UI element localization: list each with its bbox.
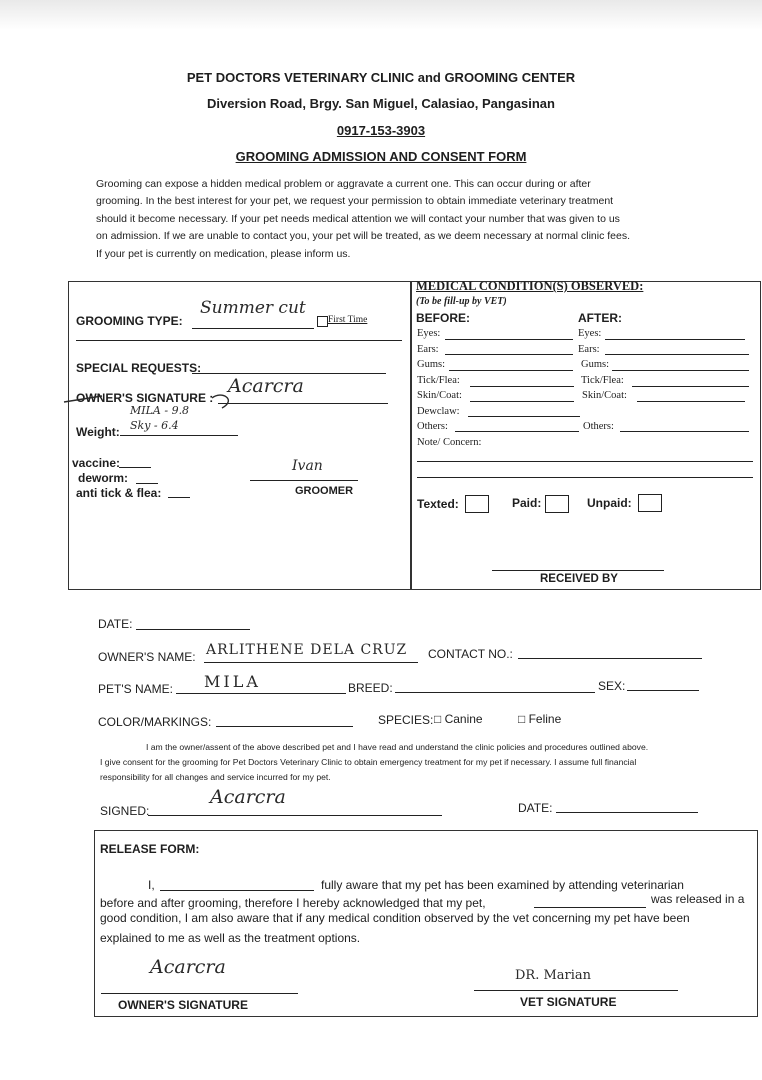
grooming-type-line <box>192 328 314 329</box>
signed-value: Acarcra <box>210 786 286 808</box>
form-title: GROOMING ADMISSION AND CONSENT FORM <box>235 149 527 164</box>
unpaid-label: Unpaid: <box>587 496 632 510</box>
grooming-type-label: GROOMING TYPE: <box>76 314 183 328</box>
release-vet-signature-label: VET SIGNATURE <box>520 995 617 1009</box>
release-pet-line[interactable] <box>534 907 646 908</box>
antitick-line[interactable] <box>168 497 190 498</box>
before-ears-line[interactable] <box>445 354 573 355</box>
signed-date-line[interactable] <box>556 812 698 813</box>
grooming-type-line-2 <box>76 340 402 341</box>
release-name-line[interactable] <box>160 890 314 891</box>
intro-line: grooming. In the best interest for your pet, we request your permission to obtain immediate veterinary treatment <box>96 195 614 208</box>
groomer-value: Ivan <box>292 458 323 474</box>
breed-line[interactable] <box>395 692 595 693</box>
after-skin-line[interactable] <box>637 401 745 402</box>
before-skin-line[interactable] <box>470 401 574 402</box>
special-requests-label: SPECIAL REQUESTS: <box>76 361 202 375</box>
signed-line[interactable] <box>148 815 442 816</box>
after-gums-label: Gums: <box>581 359 610 370</box>
owner-signature-value: Acarcra <box>228 375 304 397</box>
release-line4: explained to me as well as the treatment options. <box>100 931 361 945</box>
note-label: Note/ Concern: <box>417 437 482 448</box>
owner-signature-line[interactable] <box>218 403 388 404</box>
note-line-1[interactable] <box>417 461 753 462</box>
owner-name-line[interactable] <box>204 662 418 663</box>
canine-option[interactable]: □ Canine <box>434 712 483 726</box>
release-title: RELEASE FORM: <box>100 842 200 856</box>
before-dewclaw-label: Dewclaw: <box>417 406 460 417</box>
date-line[interactable] <box>136 629 250 630</box>
release-line2-prefix: before and after grooming, therefore I hereby acknowledged that my pet, <box>100 896 486 910</box>
after-eyes-line[interactable] <box>605 339 745 340</box>
before-dewclaw-line[interactable] <box>468 416 580 417</box>
release-owner-signature-line[interactable] <box>101 993 298 994</box>
feline-option[interactable]: □ Feline <box>518 712 562 726</box>
release-vet-signature-value: DR. Marian <box>515 968 592 983</box>
texted-checkbox[interactable] <box>465 495 489 513</box>
unpaid-checkbox[interactable] <box>638 494 662 512</box>
after-eyes-label: Eyes: <box>578 328 602 339</box>
clinic-address: Diversion Road, Brgy. San Miguel, Calasiao, Pangasinan <box>207 96 555 111</box>
before-eyes-label: Eyes: <box>417 328 441 339</box>
owner-name-value: ARLITHENE DELA CRUZ <box>206 642 408 658</box>
owner-signature-label: OWNER'S SIGNATURE : <box>76 391 214 405</box>
release-line1-prefix: I, <box>148 878 155 892</box>
texted-label: Texted: <box>417 497 459 511</box>
signed-label: SIGNED: <box>100 804 150 818</box>
contact-line[interactable] <box>518 658 702 659</box>
consent-line: responsibility for all changes and service incurred for my pet. <box>100 772 331 782</box>
vaccine-line[interactable] <box>119 467 151 468</box>
after-others-label: Others: <box>583 421 614 432</box>
medical-title: MEDICAL CONDITION(S) OBSERVED: <box>416 279 644 293</box>
antitick-label: anti tick & flea: <box>76 486 162 500</box>
release-owner-signature-label: OWNER'S SIGNATURE <box>118 998 248 1012</box>
clinic-phone: 0917-153-3903 <box>336 123 426 138</box>
clinic-name: PET DOCTORS VETERINARY CLINIC and GROOMING CENTER <box>186 70 576 85</box>
received-by-label: RECEIVED BY <box>540 573 618 585</box>
species-label: SPECIES: <box>378 713 434 727</box>
intro-line: Grooming can expose a hidden medical problem or aggravate a current one. This can occur during or after <box>96 178 591 190</box>
breed-label: BREED: <box>348 681 393 695</box>
before-others-label: Others: <box>417 421 448 432</box>
release-owner-signature-value: Acarcra <box>150 956 226 978</box>
release-vet-signature-line[interactable] <box>474 990 678 991</box>
paid-label: Paid: <box>512 496 542 510</box>
after-ears-line[interactable] <box>605 354 749 355</box>
owner-name-label: OWNER'S NAME: <box>98 650 196 664</box>
before-gums-line[interactable] <box>449 370 573 371</box>
before-others-line[interactable] <box>455 431 579 432</box>
release-line2-suffix: was released in a <box>651 892 745 906</box>
contact-label: CONTACT NO.: <box>428 647 513 661</box>
consent-line: I am the owner/assent of the above described pet and I have read and understand the clinic policies and procedures outlined above. <box>146 742 649 752</box>
weight-value-2: Sky - 6.4 <box>130 419 179 432</box>
after-skin-label: Skin/Coat: <box>582 390 627 401</box>
groomer-line[interactable] <box>250 480 358 481</box>
after-others-line[interactable] <box>620 431 749 432</box>
intro-paragraph <box>96 176 704 263</box>
after-tick-label: Tick/Flea: <box>581 375 624 386</box>
weight-line[interactable] <box>120 435 238 436</box>
before-label: BEFORE: <box>416 311 470 325</box>
signed-date-label: DATE: <box>518 801 553 815</box>
date-label: DATE: <box>98 617 133 631</box>
grooming-type-value[interactable]: Summer cut <box>200 298 306 318</box>
after-label: AFTER: <box>578 311 622 325</box>
received-by-line[interactable] <box>492 570 664 571</box>
color-label: COLOR/MARKINGS: <box>98 715 212 729</box>
consent-line: I give consent for the grooming for Pet Doctors Veterinary Clinic to obtain emergency treatment for my pet if necessary. I assume full financial <box>100 757 637 767</box>
special-requests-line[interactable] <box>192 373 386 374</box>
consent-paragraph <box>100 740 710 785</box>
first-time-label: First Time <box>328 315 368 325</box>
before-tick-label: Tick/Flea: <box>417 375 460 386</box>
color-line[interactable] <box>216 726 353 727</box>
before-ears-label: Ears: <box>417 344 439 355</box>
before-eyes-line[interactable] <box>445 339 573 340</box>
note-line-2[interactable] <box>417 477 753 478</box>
pet-name-line[interactable] <box>176 693 346 694</box>
sex-line[interactable] <box>627 690 699 691</box>
before-skin-label: Skin/Coat: <box>417 390 462 401</box>
after-tick-line[interactable] <box>632 386 749 387</box>
weight-value-1: MILA - 9.8 <box>130 404 190 417</box>
scan-edge <box>0 0 762 30</box>
after-ears-label: Ears: <box>578 344 600 355</box>
paid-checkbox[interactable] <box>545 495 569 513</box>
release-line3: good condition, I am also aware that if any medical condition observed by the vet concerning my pet have been <box>100 911 690 925</box>
before-tick-line[interactable] <box>470 386 574 387</box>
medical-subtitle: (To be fill-up by VET) <box>416 296 507 307</box>
deworm-label: deworm: <box>78 471 129 485</box>
before-gums-label: Gums: <box>417 359 446 370</box>
release-line1-suffix: fully aware that my pet has been examined by attending veterinarian <box>321 878 684 892</box>
first-time-checkbox[interactable] <box>317 316 328 327</box>
intro-line: If your pet is currently on medication, please inform us. <box>96 247 351 260</box>
sex-label: SEX: <box>598 679 626 693</box>
pet-name-value: MILA <box>204 672 261 691</box>
intro-line: on admission. If we are unable to contact you, your pet will be treated, as we deem necessary at normal clinic fees. <box>96 230 631 243</box>
vaccine-label: vaccine: <box>72 456 121 470</box>
intro-line: should it become necessary. If your pet needs medical attention we will contact your number that was given to us <box>96 212 620 225</box>
deworm-line[interactable] <box>136 483 158 484</box>
groomer-label: GROOMER <box>295 485 354 497</box>
weight-label: Weight: <box>76 425 120 439</box>
after-gums-line[interactable] <box>612 370 749 371</box>
pet-name-label: PET'S NAME: <box>98 682 173 696</box>
